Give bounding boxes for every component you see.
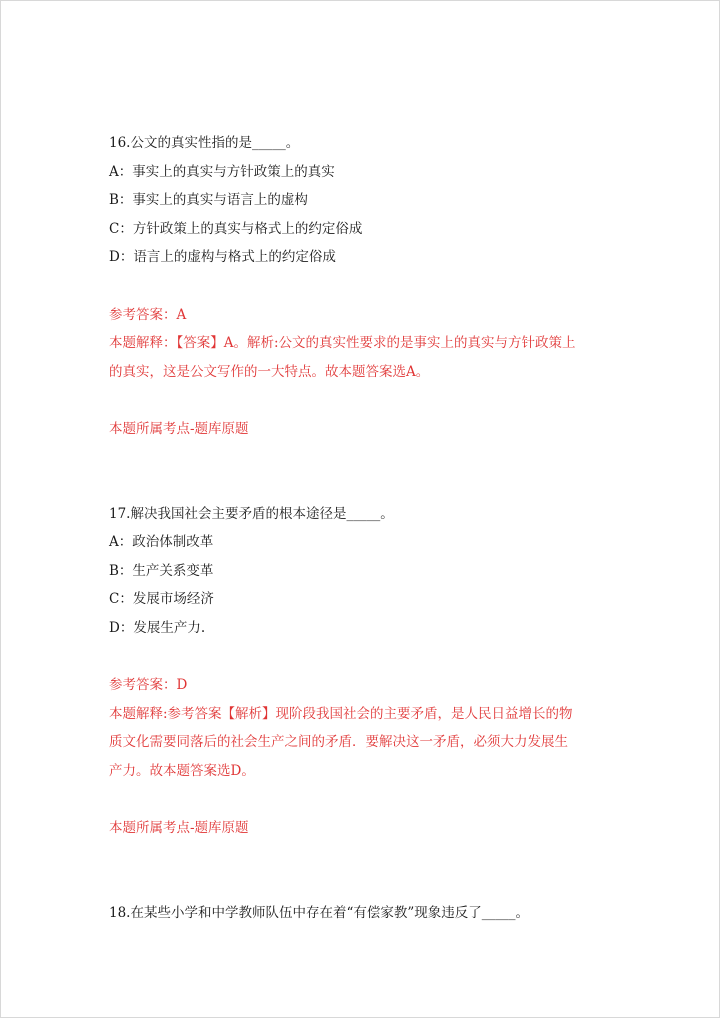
option-b: B：事实上的真实与语言上的虚构	[109, 192, 308, 208]
explanation-line: 产力。故本题答案选D。	[109, 762, 255, 779]
question-18	[109, 899, 619, 928]
topic-note: 本题所属考点-题库原题	[109, 421, 249, 437]
option-a: A：政治体制改革	[109, 534, 214, 550]
question-stem: 16.公文的真实性指的是_____。	[109, 135, 300, 151]
option-d: D：发展生产力.	[109, 619, 206, 636]
question-16	[109, 129, 619, 444]
explanation-line: 本题解释:参考答案【解析】现阶段我国社会的主要矛盾，是人民日益增长的物	[109, 705, 573, 722]
topic-note: 本题所属考点-题库原题	[109, 820, 249, 836]
explanation-line: 的真实，这是公文写作的一大特点。故本题答案选A。	[109, 363, 430, 380]
reference-answer: 参考答案：A	[109, 306, 187, 323]
option-b: B：生产关系变革	[109, 562, 214, 579]
reference-answer: 参考答案：D	[109, 677, 188, 693]
question-stem: 18.在某些小学和中学教师队伍中存在着“有偿家教”现象违反了_____。	[109, 904, 530, 921]
document-body	[109, 129, 619, 927]
option-a: A：事实上的真实与方针政策上的真实	[109, 163, 335, 180]
option-c: C：发展市场经济	[109, 591, 214, 607]
question-stem: 17.解决我国社会主要矛盾的根本途径是_____。	[109, 505, 394, 522]
option-c: C：方针政策上的真实与格式上的约定俗成	[109, 220, 363, 237]
explanation-line: 本题解释：【答案】A。解析:公文的真实性要求的是事实上的真实与方针政策上	[109, 335, 576, 351]
explanation-line: 质文化需要同落后的社会生产之间的矛盾．要解决这一矛盾，必须大力发展生	[109, 734, 568, 750]
option-d: D：语言上的虚构与格式上的约定俗成	[109, 249, 336, 265]
question-17	[109, 500, 619, 843]
